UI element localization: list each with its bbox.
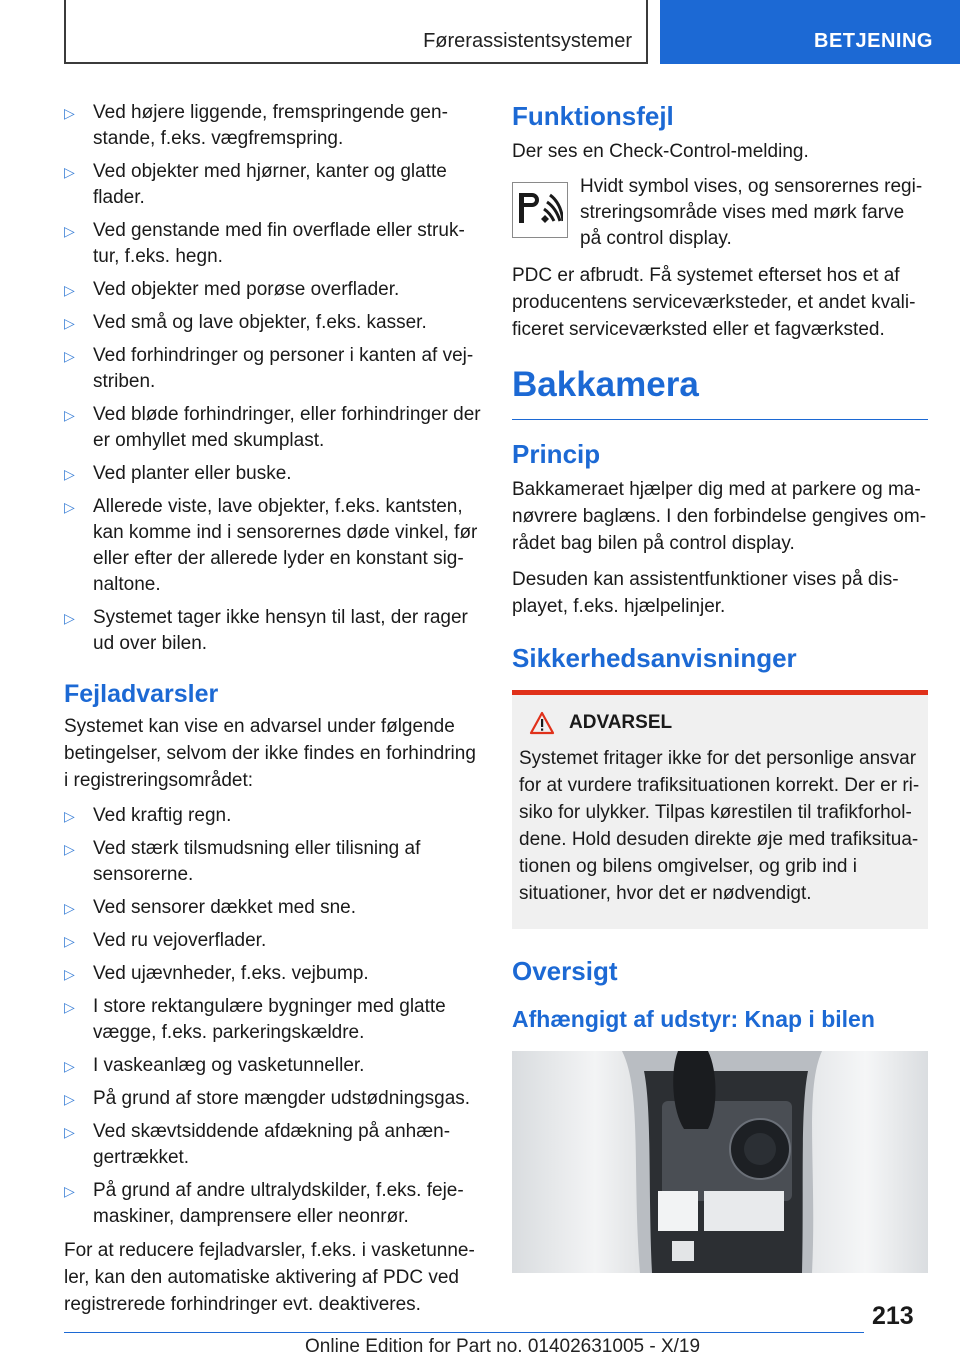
page-number: 213 xyxy=(872,1302,914,1330)
list-item: ▷ Ved små og lave objekter, f.eks. kasser. xyxy=(64,310,484,336)
list-item: ▷ Ved sensorer dækket med sne. xyxy=(64,895,484,921)
bullet-triangle-icon: ▷ xyxy=(64,1183,75,1199)
bullet-triangle-icon: ▷ xyxy=(64,1091,75,1107)
list-item: ▷ Ved kraftig regn. xyxy=(64,803,484,829)
bullet-triangle-icon: ▷ xyxy=(64,610,75,626)
center-console-illustration xyxy=(512,1051,928,1273)
list-item: ▷ På grund af andre ultralydskilder, f.eks. fejemaskiner, damprensere eller neonrør. xyxy=(64,1180,464,1227)
fejladvarsler-intro: Systemet kan vise en advarsel under følgende betingelser, selvom der ikke findes en forhindring i registreringsområdet: xyxy=(64,716,476,791)
list-item: ▷ Ved ujævnheder, f.eks. vejbump. xyxy=(64,961,484,987)
bullet-triangle-icon: ▷ xyxy=(64,315,75,331)
bullet-triangle-icon: ▷ xyxy=(64,1124,75,1140)
fejladvarsler-heading: Fejladvarsler xyxy=(64,680,219,708)
funktionsfejl-heading: Funktionsfejl xyxy=(512,101,674,131)
bullet-triangle-icon: ▷ xyxy=(64,466,75,482)
left-column xyxy=(64,100,484,1327)
list-item: ▷ Ved planter eller buske. xyxy=(64,461,484,487)
list-item: ▷ I vaskeanlæg og vasketunneller. xyxy=(64,1053,484,1079)
bullet-list-false-warnings xyxy=(64,803,484,1230)
list-item: ▷ Ved bløde forhindringer, eller forhindringer der er omhyllet med skumplast. xyxy=(64,404,481,451)
warning-text: Systemet fritager ikke for det personlige ansvar for at vurdere trafiksituationen korrekt. Der er risiko for ulykker. Tilpas kørestilen til trafikforholdene. Hold desuden direkte øje med trafiksituationen og bilens omgivelser, og grib ind i situationer, hvor det er nødvendigt. xyxy=(519,748,920,904)
warning-label: ADVARSEL xyxy=(569,712,673,733)
list-item: ▷ Allerede viste, lave objekter, f.eks. kantsten, kan komme ind i sensorernes døde vinkel, før eller efter der allerede lyder en konstant signaltone. xyxy=(64,496,478,595)
list-item: ▷ Ved skævtsiddende afdækning på anhængertrækket. xyxy=(64,1121,451,1168)
footer-edition: Online Edition for Part no. 01402631005 - X/19 xyxy=(305,1336,701,1357)
bullet-triangle-icon: ▷ xyxy=(64,348,75,364)
princip-paragraph-1: Bakkameraet hjælper dig med at parkere og manøvrere baglæns. I den forbindelse gengives området bag bilen på control display. xyxy=(512,479,927,554)
warning-header xyxy=(529,711,920,735)
header-section-box xyxy=(64,0,648,64)
bullet-triangle-icon: ▷ xyxy=(64,223,75,239)
list-item: ▷ Ved højere liggende, fremspringende genstande, f.eks. vægfremspring. xyxy=(64,102,448,149)
list-item: ▷ Ved forhindringer og personer i kanten af vejstriben. xyxy=(64,345,474,392)
footer-rule xyxy=(64,1332,864,1333)
list-item: ▷ Ved objekter med hjørner, kanter og glatte flader. xyxy=(64,161,447,208)
icon-explanation-row xyxy=(512,174,928,252)
princip-heading: Princip xyxy=(512,439,601,469)
center-console-photo xyxy=(512,1051,928,1273)
header-section-title: Førerassistentsystemer xyxy=(423,30,632,52)
bullet-triangle-icon: ▷ xyxy=(64,933,75,949)
bullet-triangle-icon: ▷ xyxy=(64,999,75,1015)
bullet-triangle-icon: ▷ xyxy=(64,105,75,121)
bullet-triangle-icon: ▷ xyxy=(64,499,75,515)
list-item: ▷ Ved stærk tilsmudsning eller tilisning af sensorerne. xyxy=(64,838,421,885)
funktionsfejl-paragraph-1: Der ses en Check-Control-melding. xyxy=(512,141,809,162)
bullet-triangle-icon: ▷ xyxy=(64,966,75,982)
list-item: ▷ På grund af store mængder udstødningsgas. xyxy=(64,1086,484,1112)
list-item: ▷ Systemet tager ikke hensyn til last, der rager ud over bilen. xyxy=(64,607,468,654)
bullet-triangle-icon: ▷ xyxy=(64,164,75,180)
icon-explanation-text: Hvidt symbol vises, og sensorernes registreringsområde vises med mørk farve på control display. xyxy=(580,176,923,249)
warning-box xyxy=(512,690,928,929)
bullet-triangle-icon: ▷ xyxy=(64,900,75,916)
list-item: ▷ I store rektangulære bygninger med glatte vægge, f.eks. parkeringskældre. xyxy=(64,996,446,1043)
header-chapter-box xyxy=(660,0,960,64)
princip-paragraph-2: Desuden kan assistentfunktioner vises på displayet, f.eks. hjælpelinjer. xyxy=(512,569,899,617)
sikkerhed-heading: Sikkerhedsanvisninger xyxy=(512,643,797,673)
bullet-triangle-icon: ▷ xyxy=(64,282,75,298)
bullet-list-limits xyxy=(64,100,484,657)
bakkamera-heading: Bakkamera xyxy=(512,365,928,420)
right-column xyxy=(512,100,928,1273)
bullet-triangle-icon: ▷ xyxy=(64,1058,75,1074)
bullet-triangle-icon: ▷ xyxy=(64,407,75,423)
closing-paragraph: For at reducere fejladvarsler, f.eks. i vasketunneler, kan den automatiske aktivering af PDC ved registrerede forhindringer evt. deaktiveres. xyxy=(64,1240,475,1315)
oversigt-heading: Oversigt xyxy=(512,956,618,986)
pdc-fault-icon xyxy=(512,182,568,238)
list-item: ▷ Ved genstande med fin overflade eller struktur, f.eks. hegn. xyxy=(64,220,465,267)
list-item: ▷ Ved objekter med porøse overflader. xyxy=(64,277,484,303)
udstyr-heading: Afhængigt af udstyr: Knap i bilen xyxy=(512,1006,875,1032)
funktionsfejl-paragraph-2: PDC er afbrudt. Få systemet efterset hos et af producentens serviceværksteder, et andet kvalificeret serviceværksted eller et fagværksted. xyxy=(512,265,916,340)
bullet-triangle-icon: ▷ xyxy=(64,808,75,824)
list-item: ▷ Ved ru vejoverflader. xyxy=(64,928,484,954)
bullet-triangle-icon: ▷ xyxy=(64,841,75,857)
header-chapter-title: BETJENING xyxy=(814,30,933,52)
warning-triangle-icon xyxy=(529,711,555,735)
